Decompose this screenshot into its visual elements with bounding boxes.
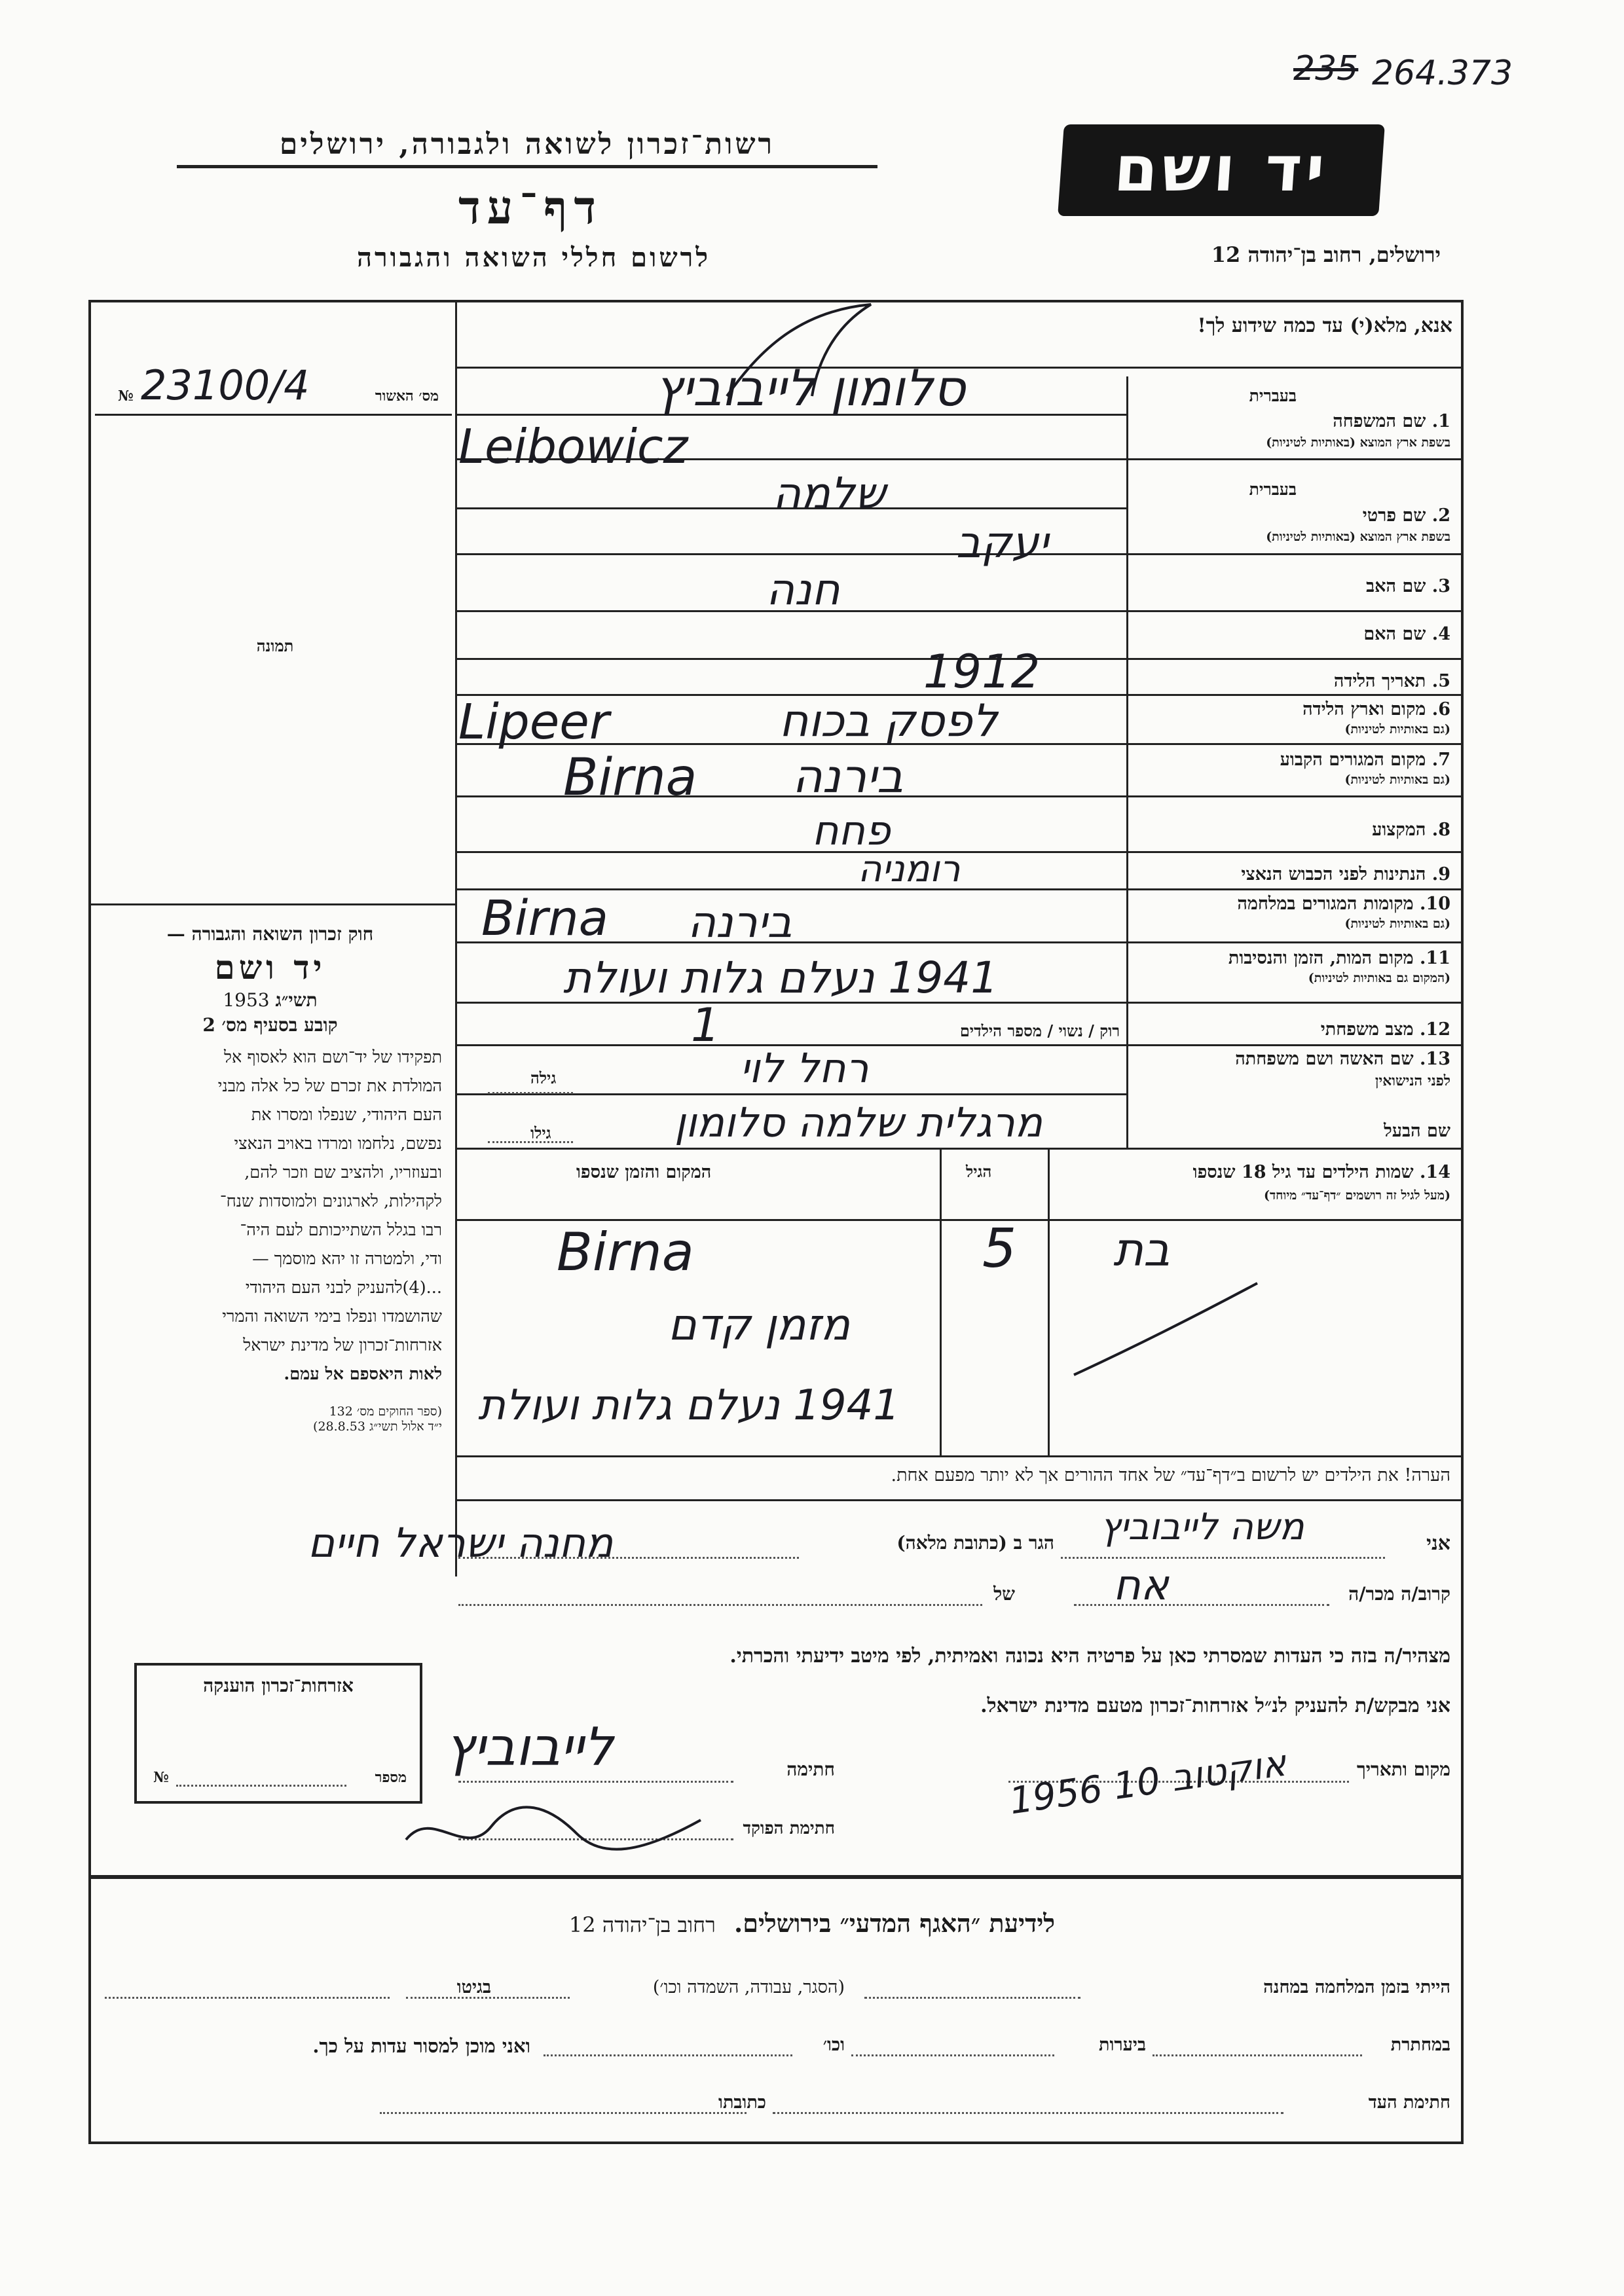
field-14-label: 14. שמות הילדים עד גיל 18 שנספו [1192, 1162, 1450, 1182]
citizenship-no-sign: № [153, 1769, 169, 1786]
instructions: אנא, מלא(י) עד כמה שידוע לך! [1197, 314, 1452, 337]
child-place-value[interactable]: Birna [557, 1222, 694, 1283]
relation-dots [1074, 1604, 1329, 1606]
logo-text: יד ושם [1111, 132, 1331, 206]
law-year-number: 1953 [223, 989, 270, 1011]
entry-rule [455, 851, 1126, 853]
photo-box-rule [88, 903, 455, 905]
citizenship-number-label: מספר [375, 1769, 407, 1786]
law-clause: קובע בסעיף מס׳ 2 [202, 1014, 338, 1036]
row-rule [1126, 851, 1464, 853]
field-3-label: 3. שם האב [1366, 576, 1450, 596]
strike-through-mark [1061, 1277, 1270, 1388]
law-line: שהושמדו ונפלו בימי השואה והמרי [222, 1307, 442, 1326]
archive-number-struck: 235 [1293, 49, 1359, 88]
field-12-children-count[interactable]: 1 [691, 998, 720, 1052]
law-ref-1: (ספר החוקים מס׳ 132 [329, 1404, 442, 1419]
declarant-i-label: אני [1426, 1532, 1450, 1555]
field-9-label: 9. הנתינות לפני הכבוש הנאצי [1241, 864, 1450, 884]
children-header-rule [455, 1219, 1464, 1221]
approval-number-value: 23100/4 [141, 361, 310, 409]
field-14-sub: (מעל לגיל זה רושמים ״דף־עד״ מיוחד) [1263, 1188, 1450, 1203]
row-rule [1126, 458, 1464, 460]
field-9-value[interactable]: רומניה [858, 848, 961, 890]
field-4-value[interactable]: חנה [766, 564, 840, 615]
citizenship-box [134, 1663, 422, 1804]
entry-rule [455, 795, 1126, 797]
husband-age-label: גילו [530, 1123, 551, 1142]
row-rule [1126, 795, 1464, 797]
approval-number-field[interactable] [95, 361, 452, 412]
field-7-latin-value[interactable]: Birna [563, 748, 697, 807]
approval-rule [95, 414, 452, 416]
footer-line1-ghetto: בגיטו [456, 1977, 491, 1997]
husband-label: שם הבעל [1384, 1121, 1450, 1141]
footer-frame [88, 1876, 1464, 2144]
declarant-name-value[interactable]: משה לייבוביץ [1100, 1506, 1304, 1548]
field-11-sub: (המקום גם באותיות לטיניות) [1308, 971, 1450, 985]
footer-title-bold: לידיעת ״האגף המדעי״ בירושלים. [734, 1908, 1056, 1938]
law-line: לקהילות, לארגונים ולמוסדות שנח־ [219, 1192, 442, 1211]
law-block [98, 923, 442, 1434]
relation-label: קרוב/ה מכר/ה [1348, 1583, 1450, 1605]
law-ref-2: י״ד אלול תשי״ג 28.8.53) [313, 1419, 442, 1434]
signature-value[interactable]: לייבוביץ [445, 1717, 614, 1777]
row-rule [1126, 1044, 1464, 1046]
declarant-living-label: הגר ב (כתובת מלאה) [896, 1532, 1054, 1554]
field-14-age-column: הגיל [966, 1162, 992, 1181]
citizenship-box-title: אזרחות־זכרון הוענקה [203, 1675, 354, 1696]
row-rule [1126, 610, 1464, 612]
law-year-hebrew: תשי״ג [275, 989, 318, 1011]
law-title: חוק זכרון השואה והגבורה — [166, 923, 374, 945]
footer-witness-address: כתובתו [718, 2092, 766, 2113]
field-10-hebrew-value[interactable]: בירנה [688, 897, 792, 947]
field-4-label: 4. שם האם [1363, 624, 1450, 644]
field-11-label: 11. מקום המות, הזמן והנסיבות [1228, 948, 1450, 968]
approval-label: מס׳ האשור [375, 388, 439, 405]
children-col-divider [940, 1148, 942, 1455]
field-8-label: 8. המקצוע [1372, 820, 1450, 840]
field-11-value[interactable]: 1941 נעלם גלות ועולת [563, 953, 999, 1003]
field-6-sub: (גם באותיות לטיניות) [1344, 722, 1450, 737]
field-8-value[interactable]: פחח [812, 807, 891, 854]
field-5-label: 5. תאריך הלידה [1333, 671, 1450, 691]
form-subtitle: לרשום חללי השואה והגבורה [356, 242, 711, 273]
officer-signature-mark [393, 1794, 720, 1866]
declarant-name-dots [1061, 1557, 1385, 1559]
field-3-value[interactable]: יעקב [956, 517, 1049, 568]
field-5-value[interactable]: 1912 [923, 645, 1041, 699]
archive-number: 264.373 [1372, 54, 1513, 93]
field-2-in-hebrew: בעברית [1249, 480, 1297, 499]
note-rule-top [455, 1455, 1464, 1457]
label-column-divider [1126, 376, 1128, 1148]
date-value[interactable]: 1956 אוקטוב 10 [1006, 1741, 1289, 1823]
law-line: תפקידו של יד־ושם הוא לאסוף אל [224, 1048, 442, 1067]
husband-age-dots [488, 1141, 573, 1143]
law-line: רבו בגלל השתייכותם לעם היה־ [240, 1220, 442, 1240]
form-title: דף־עד [458, 180, 602, 234]
field-1-in-hebrew: בעברית [1249, 386, 1297, 405]
field-14-place-column: המקום והזמן שנספו [576, 1162, 712, 1182]
field-6-hebrew-value[interactable]: לפסק בכוח [779, 695, 998, 747]
law-paragraph [98, 1043, 442, 1389]
law-name: יד ושם [214, 948, 326, 987]
footer-line2-etc: וכו׳ [822, 2035, 845, 2055]
footer-line2-forests: ביערות [1098, 2035, 1146, 2055]
field-13-value[interactable]: רחל לוי [740, 1044, 869, 1092]
request-text: אני מבקש/ת להעניק לנ״ל אזרחות־זכרון מטעם מדינת ישראל. [980, 1694, 1450, 1717]
entry-rule [455, 1148, 1464, 1150]
law-year [98, 989, 442, 1011]
field-10-label: 10. מקומות המגורים במלחמה [1237, 894, 1450, 914]
left-column-divider [455, 300, 457, 1576]
of-dots [458, 1604, 982, 1606]
children-col-divider [1048, 1148, 1050, 1455]
footer-line2-testify: ואני מוכן למסור עדות על כך. [312, 2035, 530, 2057]
row-rule [1126, 941, 1464, 943]
field-12-options: רוק / נשוי / מספר הילדים [959, 1021, 1120, 1040]
row-rule [1126, 694, 1464, 696]
citizenship-number-dots [176, 1785, 346, 1787]
child-name-value[interactable]: בת [1113, 1223, 1170, 1277]
child-detail-2[interactable]: 1941 נעלם גלות ועולת [478, 1381, 900, 1430]
approval-no-sign: № [118, 388, 134, 405]
org-line: רשות־זכרון לשואה ולגבורה, ירושלים [177, 128, 877, 168]
field-6-latin-value[interactable]: Lipeer [458, 694, 610, 750]
signature-dots [458, 1781, 733, 1783]
field-13-age-label: גילה [530, 1068, 557, 1087]
note-rule-bottom [455, 1499, 1464, 1501]
row-rule [1126, 888, 1464, 890]
law-line: לאות היאספם אל עמם. [284, 1364, 442, 1384]
signature-flourish [720, 298, 891, 403]
declarant-address-value[interactable]: מחנה ישראל חיים [308, 1519, 614, 1567]
field-7-hebrew-value[interactable]: בירנה [792, 750, 904, 803]
address: ירושלים, רחוב בן־יהודה 12 [1211, 242, 1441, 267]
law-line: העם היהודי, שנפלו ומסרו את [251, 1105, 442, 1125]
declaration-text: מצהיר/ה בזה כי העדות שמסרתי כאן על פרטיה היא נכונה ואמיתית, לפי מיטב ידיעתי והכרתי. [729, 1645, 1450, 1667]
field-10-latin-value[interactable]: Birna [481, 890, 608, 947]
relation-value[interactable]: אח [1113, 1561, 1169, 1610]
field-13-label: 13. שם האשה ושם משפחתה [1235, 1049, 1450, 1069]
law-line: נפשם, נלחמו ומרדו באויב הנאצי [234, 1134, 442, 1154]
field-1-sub: בשפת ארץ המוצא (באותיות לטיניות) [1266, 435, 1450, 450]
yad-vashem-logo [1058, 124, 1385, 216]
field-2-label: 2. שם פרטי [1362, 505, 1450, 526]
row-rule [1126, 553, 1464, 555]
footer-line2-underground: במחתרת [1390, 2035, 1450, 2055]
footer-line1-camp: הייתי בזמן המלחמה במחנה [1263, 1977, 1450, 1997]
note: הערה! את הילדים יש לרשום ב״דף־עד״ של אחד ההורים אך לא יותר מפעם אחת. [891, 1465, 1450, 1485]
row-rule [1126, 658, 1464, 660]
law-line: ובעוזריו, ולהציב שם וזכר להם, [244, 1163, 442, 1182]
field-2-hebrew-value[interactable]: שלמה [773, 468, 886, 519]
field-10-sub: (גם באותיות לטיניות) [1344, 917, 1450, 931]
field-7-sub: (גם באותיות לטיניות) [1344, 773, 1450, 787]
child-detail-1[interactable]: מזמן קדם [668, 1300, 851, 1350]
signature-label: חתימה [786, 1758, 835, 1780]
place-date-label: מקום ותאריך [1356, 1758, 1450, 1780]
photo-label: תמונה [256, 636, 294, 655]
footer-witness-signature: חתימת העד [1368, 2092, 1450, 2113]
row-rule [1126, 1002, 1464, 1004]
field-13-sub: לפני הנישואין [1375, 1072, 1450, 1089]
law-line: ודי, ולמטרה זו יהא מוסמך — [252, 1249, 442, 1269]
officer-label: חתימת הפוקד [743, 1819, 835, 1838]
footer-title-address: רחוב בן־יהודה 12 [568, 1912, 716, 1937]
of-label: של [993, 1583, 1015, 1605]
field-1-label: 1. שם המשפחה [1333, 411, 1450, 431]
field-6-label: 6. מקום וארץ הלידה [1302, 699, 1450, 720]
law-line: ...(4)להעניק לבני העם היהודי [245, 1278, 442, 1298]
law-line: אזרחות־זכרון של מדינת ישראל [243, 1336, 442, 1355]
row-rule [1126, 743, 1464, 745]
field-2-sub: בשפת ארץ המוצא (באותיות לטיניות) [1266, 530, 1450, 544]
footer-line1-types: (הסגר, עבודה, השמדה וכו׳) [652, 1977, 845, 1997]
field-1-latin-value[interactable]: Leibowicz [458, 419, 688, 474]
law-line: המולדת את זכרם של כל אלה מבני [217, 1076, 442, 1096]
field-1-hebrew-value[interactable]: סלומון לייבוביץ [655, 359, 966, 417]
field-7-label: 7. מקום המגורים הקבוע [1280, 750, 1450, 770]
child-age-value[interactable]: 5 [982, 1218, 1017, 1280]
husband-value[interactable]: מרגלית שלמה סלומון [674, 1099, 1043, 1146]
wife-age-dots [488, 1092, 573, 1094]
field-12-label: 12. מצב משפחתי [1320, 1019, 1450, 1040]
